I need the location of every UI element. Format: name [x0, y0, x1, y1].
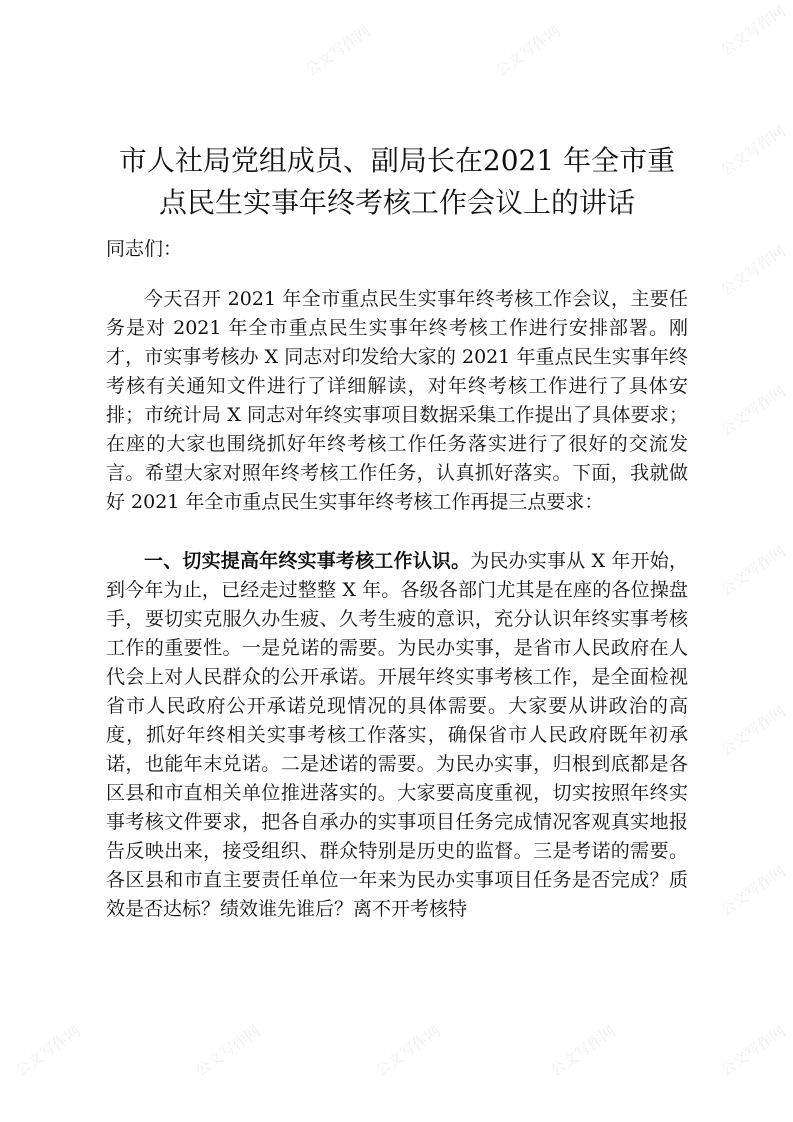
watermark-text: 公文写作网 [716, 242, 789, 300]
paragraph-text: 今天召开 2021 年全市重点民生实事年终考核工作会议，主要任务是对 2021 年全市重点民生实事年终考核工作进行安排部署。刚才，市实事考核办 X 同志对印发给大家的 2021 年重点民生实事年终考核有关通知文件进行了详细解读，对年终考核工作进行了具体安排；市统计局 X 同志对年终实事项目数据采集工作提出了具体要求；在座的大家也围绕抓好年终考核工作任务落实进行了很好的交流发言。希望大家对照年终考核工作任务，认真抓好落实。下面，我就做好 2021 年全市重点民生实事年终考核工作再提三点要求： [106, 288, 688, 513]
paragraph-point-one [106, 547, 688, 924]
watermark-text: 公文写作网 [371, 1022, 444, 1080]
paragraph-text: 为民办实事从 X 年开始，到今年为止，已经走过整整 X 年。各级各部门尤其是在座的各位操盘手，要切实克服久办生疲、久考生疲的意识，充分认识年终实事考核工作的重要性。一是兑诺的需要。为民办实事，是省市人民政府在人代会上对人民群众的公开承诺。开展年终实事考核工作，是全面检视省市人民政府公开承诺兑现情况的具体需要。大家要从讲政治的高度，抓好年终相关实事考核工作落实，确保省市人民政府既年初承诺，也能年末兑诺。二是述诺的需要。为民办实事，归根到底都是各区县和市直相关单位推进落实的。大家要高度重视，切实按照年终实事考核文件要求，把各自承办的实事项目任务完成情况客观真实地报告反映出来，接受组织、群众特别是历史的监督。三是考诺的需要。各区县和市直主要责任单位一年来为民办实事项目任务是否完成？质效是否达标？绩效谁先谁后？离不开考核特 [106, 550, 688, 920]
watermark-text: 公文写作网 [716, 1022, 789, 1080]
paragraph-intro [106, 285, 688, 517]
watermark-text: 公文写作网 [716, 382, 789, 440]
watermark-text: 公文写作网 [716, 702, 789, 760]
watermark-text: 公文写作网 [716, 122, 789, 180]
watermark-text: 公文写作网 [301, 22, 374, 80]
salutation: 同志们： [106, 238, 183, 260]
document-title: 市人社局党组成员、副局长在2021 年全市重点民生实事年终考核工作会议上的讲话 [118, 144, 676, 219]
section-heading: 一、切实提高年终实事考核工作认识。 [144, 550, 471, 572]
watermark-text: 公文写作网 [11, 1022, 84, 1080]
watermark-text: 公文写作网 [716, 2, 789, 60]
watermark-text: 公文写作网 [191, 1022, 264, 1080]
watermark-text: 公文写作网 [491, 22, 564, 80]
watermark-text: 公文写作网 [716, 862, 789, 920]
watermark-text: 公文写作网 [716, 542, 789, 600]
watermark-text: 公文写作网 [546, 1022, 619, 1080]
